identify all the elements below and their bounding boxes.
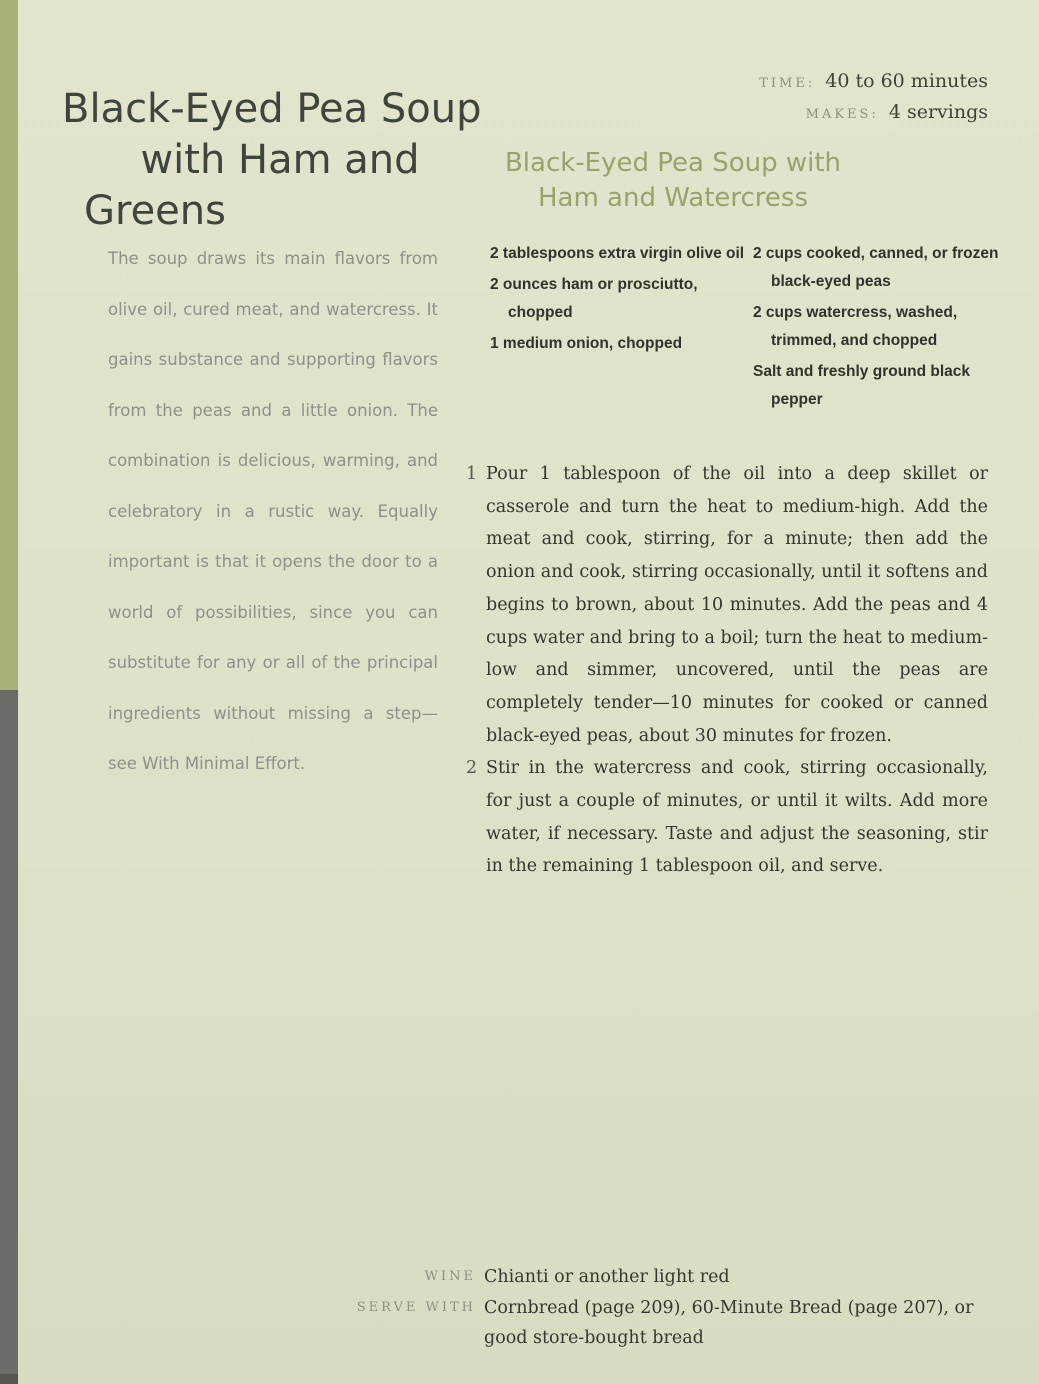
step-number: 1 (466, 464, 478, 484)
wine-row (348, 1262, 1028, 1293)
makes-row (759, 97, 988, 128)
page-title-line: Greens (84, 188, 226, 234)
recipe-subtitle-line: Black-Eyed Pea Soup with (504, 148, 842, 178)
ingredients-list (490, 240, 1010, 417)
serve-with-row (348, 1293, 1028, 1354)
ingredient-item: 2 ounces ham or prosciutto, chopped (490, 276, 698, 321)
ingredient-item: 2 cups watercress, washed, trimmed, and chopped (753, 304, 958, 349)
recipe-subtitle-line: Ham and Watercress (537, 183, 809, 213)
ingredient-item: 1 medium onion, chopped (490, 335, 683, 352)
page-title-line: Black-Eyed Pea Soup (62, 86, 482, 132)
makes-value: 4 servings (888, 101, 988, 123)
ingredient-item: 2 tablespoons extra virgin olive oil (490, 245, 745, 262)
step-item (466, 752, 988, 883)
recipe-meta (759, 66, 988, 128)
intro-paragraph: The soup draws its main flavors from olive oil, cured meat, and watercress. It gains substance and supporting flavors from the peas and a little onion. The combination is delicious, warming, and celebratory in a rustic way. Equally important is that it opens the door to a world of possibilities, since you can substitute for any or all of the principal ingredients without missing a step—see With Minimal Effort. (108, 249, 438, 773)
wine-value: Chianti or another light red (484, 1267, 730, 1287)
wine-label: WINE (424, 1269, 476, 1284)
time-label: TIME: (759, 76, 816, 91)
recipe-steps (466, 458, 988, 883)
ingredient-item: 2 cups cooked, canned, or frozen black-eyed peas (753, 245, 999, 290)
recipe-subtitle (473, 146, 873, 216)
step-text: Pour 1 tablespoon of the oil into a deep skillet or casserole and turn the heat to medium-high. Add the meat and cook, stirring, for a minute; then add the onion and cook, stirring occasionally, until it softens and begins to brown, about 10 minutes. Add the peas and 4 cups water and bring to a boil; turn the heat to medium-low and simmer, uncovered, until the peas are completely tender—10 minutes for cooked or canned black-eyed peas, about 30 minutes for frozen. (486, 464, 988, 746)
time-row (759, 66, 988, 97)
step-text: Stir in the watercress and cook, stirring occasionally, for just a couple of minutes, or until it wilts. Add more water, if necessary. Taste and adjust the seasoning, stir in the remaining 1 tablespoon oil, and serve. (486, 758, 988, 877)
ingredient-item: Salt and freshly ground black pepper (753, 363, 971, 408)
pairings (348, 1262, 1028, 1354)
recipe-page (18, 0, 1039, 1384)
page-title (60, 84, 500, 237)
makes-label: MAKES: (805, 107, 879, 122)
serve-with-value: Cornbread (page 209), 60-Minute Bread (page 207), or good store-bought bread (484, 1297, 974, 1348)
ingredients-column-right (753, 240, 1010, 417)
page-title-line: with Ham and (140, 137, 420, 183)
serve-with-label: SERVE WITH (356, 1299, 476, 1315)
page-edge-green-strip (0, 0, 18, 690)
time-value: 40 to 60 minutes (825, 70, 988, 92)
step-item (466, 458, 988, 752)
step-number: 2 (466, 758, 478, 779)
ingredients-column-left (490, 240, 753, 417)
